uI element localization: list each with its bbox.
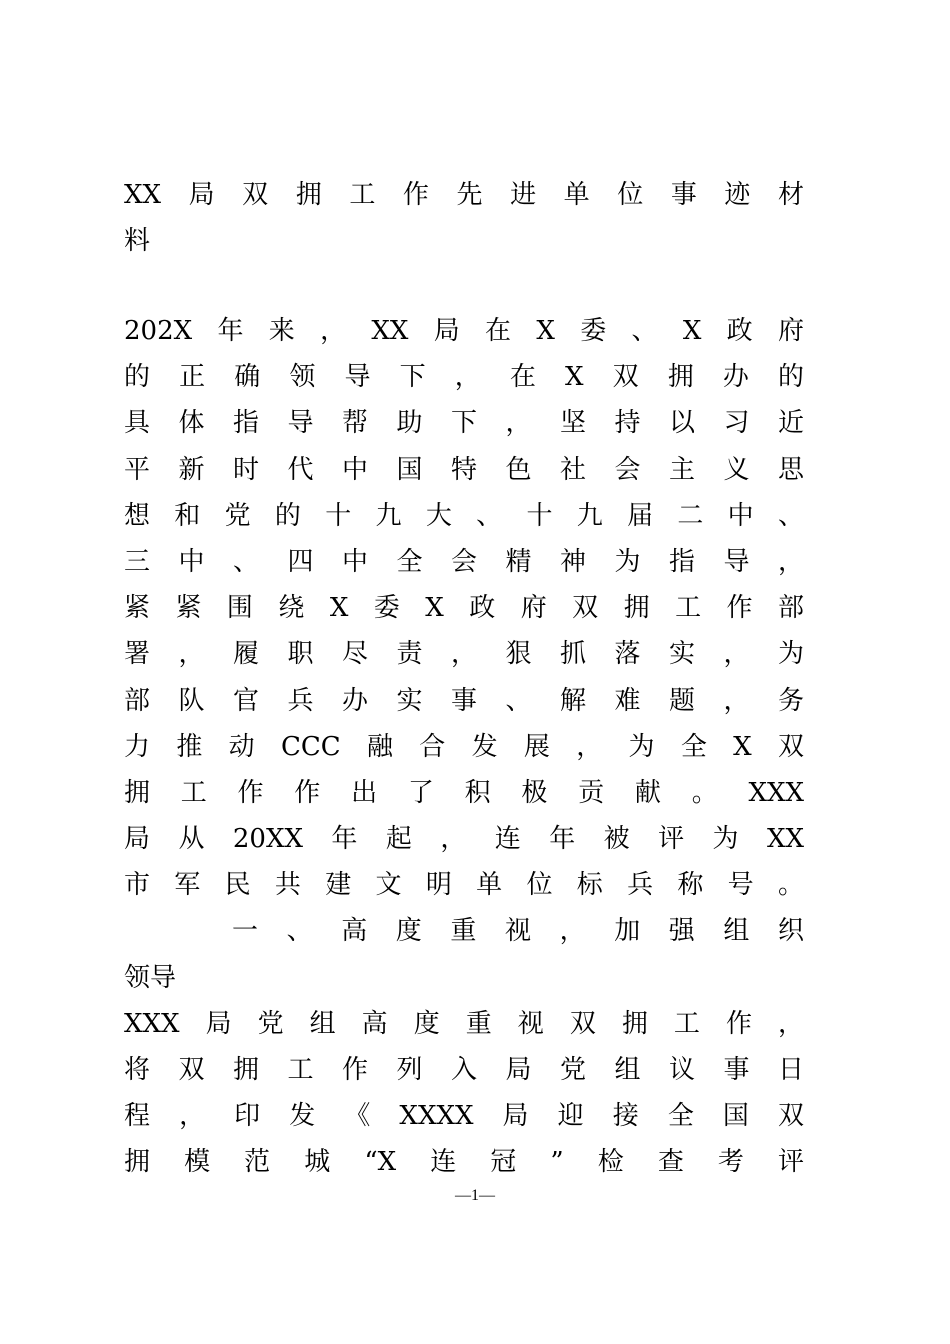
section-heading-continuation: 领导 — [124, 962, 177, 993]
body-line: 程，印发《XXXX局迎接全国双 — [124, 1101, 804, 1132]
page-number: —1— — [455, 1187, 495, 1204]
body-line: 想和党的十九大、十九届二中、 — [124, 500, 804, 531]
body-line: 署，履职尽责，狠抓落实，为 — [124, 639, 804, 670]
body-line: 力推动CCC融合发展，为全X双 — [124, 731, 804, 762]
body-line: 市军民共建文明单位标兵称号。 — [124, 870, 804, 901]
document-title — [124, 172, 804, 264]
body-line: 202X年来，XX局在X委、X政府 — [124, 316, 804, 346]
body-line: XXX局党组高度重视双拥工作， — [124, 1008, 804, 1039]
body-line: 三中、四中全会精神为指导， — [124, 546, 804, 577]
body-line: 拥工作作出了积极贡献。XXX — [124, 777, 804, 808]
title-line: XX局双拥工作先进单位事迹材 — [124, 180, 804, 210]
body-line: 拥模范城“X连冠”检查考评 — [124, 1147, 804, 1178]
body-line: 平新时代中国特色社会主义思 — [124, 454, 804, 485]
title-line: 料 — [124, 226, 151, 257]
body-line: 具体指导帮助下，坚持以习近 — [124, 408, 804, 439]
body-line: 部队官兵办实事、解难题，务 — [124, 685, 804, 716]
body-line: 将双拥工作列入局党组议事日 — [124, 1055, 804, 1085]
body-line: 局从20XX年起，连年被评为XX — [124, 824, 804, 855]
document-body — [124, 308, 804, 1186]
section-heading: 一、高度重视，加强组织 — [232, 916, 804, 947]
body-line: 的正确领导下，在X双拥办的 — [124, 362, 804, 393]
body-line: 紧紧围绕X委X政府双拥工作部 — [124, 593, 804, 624]
